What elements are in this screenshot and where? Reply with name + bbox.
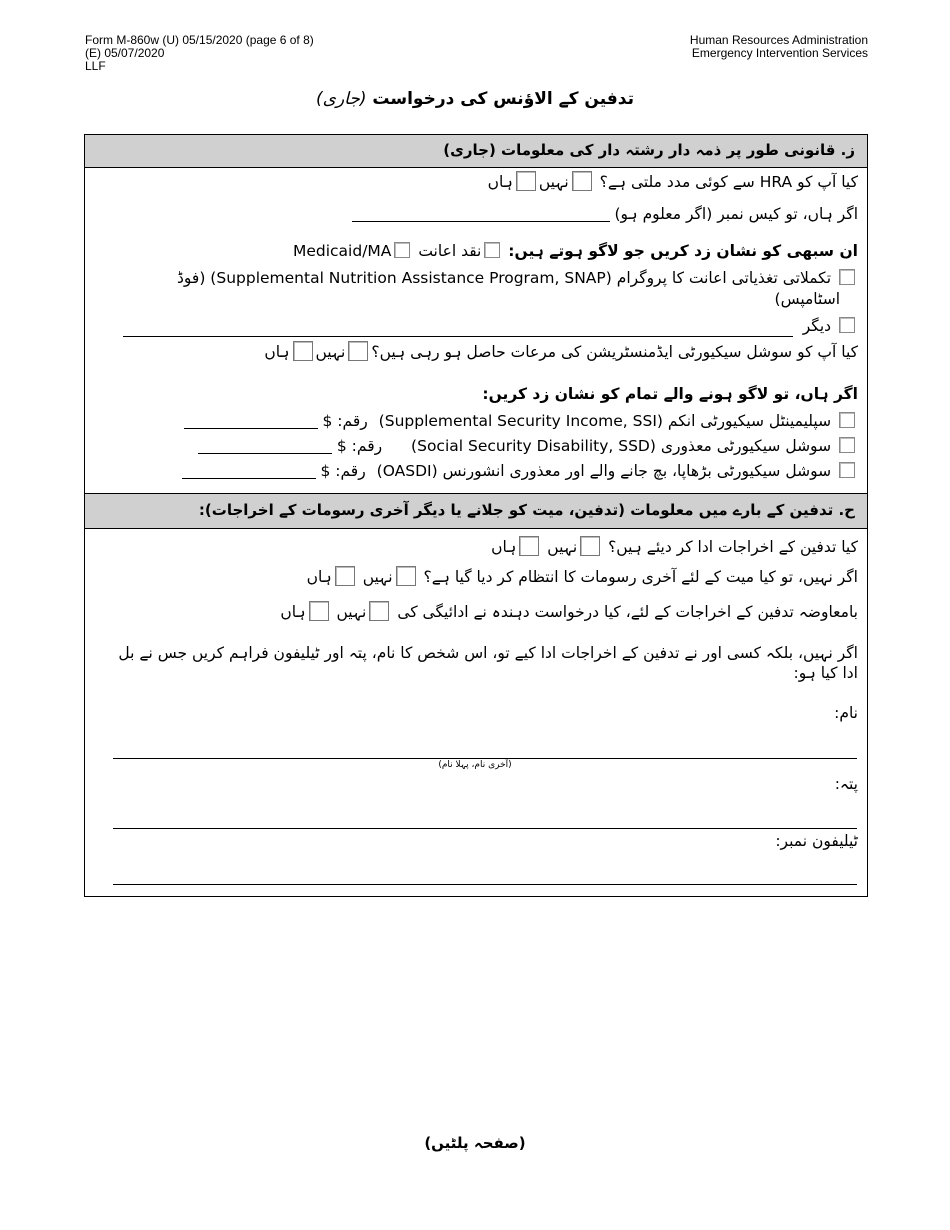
applicant-paid-row: [280, 601, 858, 622]
snap-checkbox[interactable]: [839, 269, 855, 285]
check-all-label: ان سبھی کو نشان زد کریں جو لاگو ہوتے ہیں:: [508, 242, 858, 260]
expenses-paid-no-label: نہیں: [547, 538, 578, 556]
section-h-heading: ح. تدفین کے بارے میں معلومات (تدفین، میت کو جلانے یا دیگر آخری رسومات کے اخراجات):: [84, 493, 868, 529]
address-field[interactable]: [113, 828, 857, 829]
name-field[interactable]: [113, 758, 857, 759]
oasdi-currency: $: [320, 462, 331, 480]
title-continued: (جاری): [316, 89, 367, 109]
arranged-yes-label: ہاں: [306, 568, 332, 586]
agency-name: Human Resources Administration: [689, 33, 868, 47]
arranged-question: اگر نہیں، تو کیا میت کے لئے آخری رسومات کا انتظام کر دیا گیا ہے؟: [423, 568, 858, 586]
applicant-paid-yes-label: ہاں: [280, 603, 306, 621]
ssa-question: کیا آپ کو سوشل سیکیورٹی ایڈمنسٹریشن کی مرعات حاصل ہو رہی ہیں؟: [371, 343, 858, 361]
expenses-paid-yes-label: ہاں: [491, 538, 517, 556]
benefits-row: [293, 241, 858, 261]
ssd-currency: $: [336, 437, 347, 455]
applicant-paid-no-checkbox[interactable]: [369, 601, 389, 621]
page-title: [0, 88, 950, 109]
title-main: تدفین کے الاؤنس کی درخواست: [372, 89, 634, 109]
hra-yes-checkbox[interactable]: [516, 171, 536, 191]
expenses-paid-yes-checkbox[interactable]: [519, 536, 539, 556]
if-yes-instruction: [482, 384, 858, 404]
other-benefit-label: دیگر: [802, 317, 832, 335]
case-number-label: اگر ہاں، تو کیس نمبر (اگر معلوم ہو): [614, 205, 858, 223]
oasdi-checkbox[interactable]: [839, 462, 855, 478]
arranged-no-label: نہیں: [362, 568, 393, 586]
ssa-question-row: [264, 341, 858, 362]
case-number-field[interactable]: [352, 207, 610, 222]
form-id-block: [85, 34, 314, 73]
form-code: LLF: [85, 59, 106, 73]
snap-row: [177, 268, 858, 288]
phone-label: ٹیلیفون نمبر:: [775, 832, 858, 850]
expenses-paid-no-checkbox[interactable]: [580, 536, 600, 556]
medicaid-label: Medicaid/MA: [292, 242, 392, 260]
arranged-yes-checkbox[interactable]: [335, 566, 355, 586]
address-label: پتہ:: [834, 775, 858, 793]
if-yes-all-label: اگر ہاں، تو لاگو ہونے والے تمام کو نشان زد کریں:: [482, 385, 858, 403]
oasdi-amount-label: رقم:: [335, 462, 366, 480]
ssi-row: [184, 411, 858, 431]
ssi-amount-field[interactable]: [184, 414, 318, 429]
other-benefit-checkbox[interactable]: [839, 317, 855, 333]
ssd-amount-label: رقم:: [351, 437, 383, 455]
ssi-label: سپلیمینٹل سیکیورٹی انکم (Supplemental Security Income, SSI): [378, 412, 832, 430]
arranged-row: [307, 566, 858, 587]
ssa-no-label: نہیں: [315, 343, 346, 361]
ssa-yes-label: ہاں: [264, 343, 290, 361]
hra-yes-label: ہاں: [487, 173, 513, 191]
hra-question: کیا آپ کو HRA سے کوئی مدد ملتی ہے؟: [599, 173, 858, 191]
form-edition: (E) 05/07/2020: [85, 46, 165, 60]
cash-assistance-checkbox[interactable]: [484, 242, 500, 258]
ssd-row: [198, 436, 858, 456]
name-label: نام:: [834, 704, 858, 722]
medicaid-checkbox[interactable]: [394, 242, 410, 258]
expenses-paid-question: کیا تدفین کے اخراجات ادا کر دیئے ہیں؟: [608, 538, 858, 556]
oasdi-amount-field[interactable]: [182, 464, 316, 479]
turn-page-note: (صفحہ پلٹیں): [424, 1134, 526, 1152]
arranged-no-checkbox[interactable]: [396, 566, 416, 586]
ssd-amount-field[interactable]: [198, 439, 332, 454]
form-number: Form M-860w (U) 05/15/2020 (page 6 of 8): [85, 33, 314, 47]
ssi-currency: $: [322, 412, 333, 430]
agency-block: [690, 34, 868, 60]
hra-no-label: نہیں: [538, 173, 569, 191]
ssi-amount-label: رقم:: [337, 412, 368, 430]
applicant-paid-yes-checkbox[interactable]: [309, 601, 329, 621]
ssd-checkbox[interactable]: [839, 437, 855, 453]
ssi-checkbox[interactable]: [839, 412, 855, 428]
snap-label: تکملاتی تغذیاتی اعانت کا پروگرام (Supplemental Nutrition Assistance Program, SNAP) (فوڈ: [177, 269, 832, 287]
cash-assistance-label: نقد اعانت: [418, 242, 482, 260]
other-benefit-row: [803, 316, 858, 336]
oasdi-label: سوشل سیکیورٹی بڑھاپا، بچ جانے والے اور معذوری انشورنس (OASDI): [376, 462, 832, 480]
expenses-paid-row: [491, 536, 858, 557]
other-payer-instruction: اگر نہیں، بلکہ کسی اور نے تدفین کے اخراجات ادا کیے تو، اس شخص کا نام، پتہ اور ٹیلیفون فراہم کریں جس نے بل ادا کیا ہو:: [118, 644, 858, 682]
section-z-heading: ز. قانونی طور پر ذمہ دار رشتہ دار کی معلومات (جاری): [84, 134, 868, 168]
ssa-no-checkbox[interactable]: [348, 341, 368, 361]
agency-division: Emergency Intervention Services: [691, 46, 868, 60]
name-caption: (آخری نام، پہلا نام): [438, 760, 512, 770]
oasdi-row: [182, 461, 858, 481]
phone-field[interactable]: [113, 884, 857, 885]
snap-label-cont: اسٹامپس): [774, 290, 840, 308]
other-benefit-field[interactable]: [123, 336, 793, 337]
applicant-paid-no-label: نہیں: [336, 603, 367, 621]
ssd-label: سوشل سیکیورٹی معذوری (Social Security Disability, SSD): [411, 437, 832, 455]
hra-question-row: [488, 171, 858, 192]
applicant-paid-question: بامعاوضہ تدفین کے اخراجات کے لئے، کیا درخواست دہندہ نے ادائیگی کی: [397, 603, 858, 621]
case-number-row: [352, 204, 858, 224]
hra-no-checkbox[interactable]: [572, 171, 592, 191]
ssa-yes-checkbox[interactable]: [293, 341, 313, 361]
